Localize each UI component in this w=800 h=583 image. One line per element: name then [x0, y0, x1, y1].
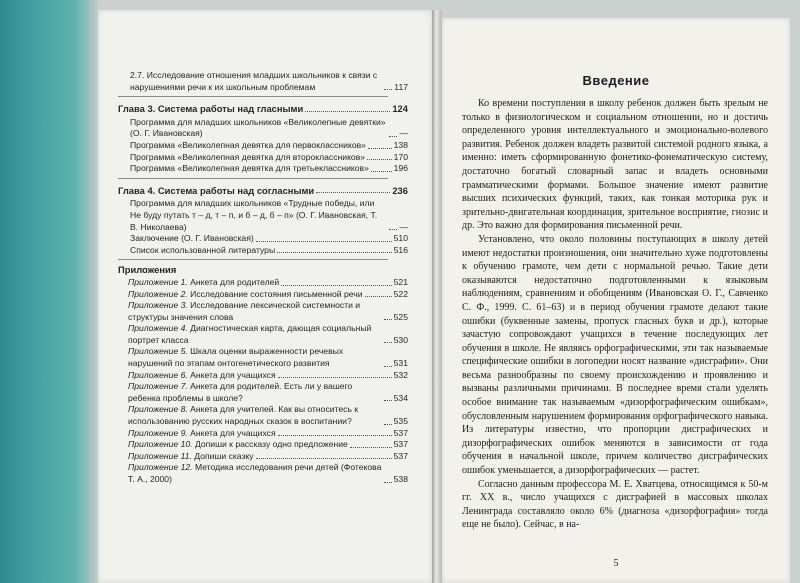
leader-dots	[389, 229, 397, 230]
divider	[118, 259, 388, 260]
toc-entry-title: Глава 3. Система работы над гласными	[118, 103, 304, 115]
appendix-page: 531	[393, 358, 408, 369]
appendix-page: 521	[393, 276, 408, 287]
toc-entry-title: 2.7. Исследование отношения младших школьников к связи с нарушениями речи к их школьным проблемам	[130, 70, 378, 92]
appendix-label: Приложение 4.	[128, 323, 188, 334]
appendix-entry	[118, 462, 408, 485]
toc-entry	[118, 163, 408, 175]
appendix-label: Приложение 5.	[128, 346, 188, 357]
appendix-title: Исследование состояния письменной речи	[190, 288, 363, 299]
appendix-entry	[118, 381, 408, 404]
toc-entry-page: 124	[392, 103, 408, 115]
appendix-page: 535	[393, 416, 408, 427]
appendix-title: Исследование лексической системности и структуры значения слова	[128, 300, 361, 322]
toc-chapter	[118, 103, 408, 115]
appendix-entry	[118, 428, 408, 440]
left-page	[98, 10, 432, 583]
toc-entry-title: Заключение (О. Г. Ивановская)	[130, 233, 254, 244]
leader-dots	[368, 148, 392, 149]
paragraph: Согласно данным профессора М. Е. Хватцева, относящимся к 50-м гг. XX в., число учащихся с дисграфией в массовых школах Ленинграда составляло около 6% (диагноза «дизорфография» тогда еще не было). Сейчас, в на-	[462, 478, 768, 531]
appendix-entry	[118, 277, 408, 289]
leader-dots	[384, 319, 392, 320]
leader-dots	[256, 241, 392, 242]
appendix-label: Приложение 7.	[128, 381, 188, 392]
leader-dots	[367, 159, 392, 160]
appendix-entry	[118, 439, 408, 451]
appendix-page: 534	[393, 392, 408, 403]
body-text	[462, 97, 768, 532]
appendix-page: 538	[393, 474, 408, 484]
appendix-entry	[118, 289, 408, 301]
appendix-heading: Приложения	[118, 264, 177, 276]
toc-entry-page: 236	[392, 184, 408, 196]
toc-entry-title: Программа «Великолепная девятка для третьеклассников»	[130, 163, 369, 174]
appendix-title: Анкета для учащихся	[190, 369, 276, 380]
divider	[118, 96, 388, 97]
appendix-label: Приложение 10.	[128, 439, 193, 450]
divider	[118, 178, 388, 179]
leader-dots	[278, 435, 392, 436]
leader-dots	[371, 171, 392, 172]
toc-entry-title: Программа для младших школьников «Великолепные девятки» (О. Г. Ивановская)	[130, 116, 386, 139]
leader-dots	[384, 482, 392, 483]
appendix-label: Приложение 12.	[128, 462, 193, 473]
appendix-page: 537	[393, 439, 408, 450]
toc-entry-title: Программа «Великолепная девятка для первоклассников»	[130, 139, 366, 150]
toc-entry	[118, 152, 408, 164]
right-page	[442, 18, 790, 583]
book-gutter	[432, 10, 442, 583]
leader-dots	[384, 366, 392, 367]
appendix-title: Допиши к рассказу одно предложение	[194, 439, 348, 450]
leader-dots	[365, 296, 392, 297]
paragraph: Ко времени поступления в школу ребенок должен быть зрелым не только в физиологическом и социальном отношении, но и достичь определенного уровня интеллектуального и эмоционально-волевого развития. Ребенок должен владеть развитой системой родного языка, а именно: иметь сформированную фонетико-фонематическую систему, достаточно богатый словарный запас и владеть основными грамматическими формами. Большое значение имеют развитие высших психических функций, таких, как тонкая моторика рук и зрительно-двигательная координация, зрительное восприятие, гнозис и др. Это важно для формирования письменной речи.	[462, 98, 768, 232]
toc-entry-title: Программа для младших школьников «Трудные победы, или Не буду путать т – д, т – п, и б – д, б – п» (О. Г. Ивановская, Т. В. Николаева)	[130, 198, 378, 232]
appendix-label: Приложение 8.	[128, 404, 188, 415]
appendix-label: Приложение 11.	[128, 450, 192, 461]
table-of-contents	[118, 70, 408, 486]
appendix-title: Шкала оценки выраженности речевых нарушений по этапам онтогенетического развития	[128, 346, 344, 369]
toc-entry	[118, 70, 408, 93]
toc-entry-page: 516	[393, 244, 408, 255]
toc-entry-page: —	[399, 221, 408, 232]
toc-entry-title: Глава 4. Система работы над согласными	[118, 184, 315, 196]
toc-entry	[118, 198, 408, 233]
leader-dots	[278, 377, 392, 378]
paragraph: Установлено, что около половины поступающих в школу детей имеют недостатки произношения, они значительно хуже подготовлены к обучению грамоте, чем дети с нормальной речью. Такие дети оказываются недостаточно подготовленными к языковым наблюдениям, сравнениям и обобщениям (Ивановская О. Г., Савченко С. Ф., 1999. С. 61–63) и в период обучения грамоте делают такие ошибки (буквенные замены, пропуск гласных букв и др.), которые зачастую сопровождают учащихся в течение последующих лет обучения в школе. Не являясь орфографическими, эти так называемые специфические ошибки в логопедии носят название «дисграфии». Они весьма разнообразны по своему происхождению и проявлению и вызваны различными причинами. В последнее время стали уделять особое внимание так называемым «дизорфографическим ошибкам», обусловленным нарушением формирования орфографического навыка. Из литературы известно, что пропорции дисграфических и дизорфографических ошибок меняются в зависимости от года обучения в начальной школе, причем количество дисграфических ошибок уменьшается, а дизорфографических — растет.	[462, 233, 768, 477]
leader-dots	[384, 400, 392, 401]
toc-entry-page: 117	[394, 81, 408, 92]
toc-entry	[118, 117, 408, 140]
leader-dots	[316, 192, 390, 193]
appendix-entry	[118, 323, 408, 346]
leader-dots	[277, 252, 392, 253]
appendix-list	[118, 277, 408, 486]
toc-entry	[118, 233, 408, 245]
toc-entry	[118, 140, 408, 152]
appendix-page: 522	[393, 288, 408, 299]
appendix-label: Приложение 2.	[128, 288, 188, 299]
appendix-entry	[118, 404, 408, 427]
appendix-title: Диагностическая карта, дающая социальный портрет класса	[128, 323, 372, 345]
section-title: Введение	[582, 73, 650, 88]
appendix-label: Приложение 6.	[128, 369, 188, 380]
appendix-page: 537	[393, 450, 408, 461]
appendix-label: Приложение 9.	[128, 427, 188, 438]
leader-dots	[384, 342, 392, 343]
appendix-title: Анкета для учащихся	[190, 427, 276, 438]
toc-entry-page: 138	[393, 139, 408, 150]
appendix-title: Анкета для родителей	[190, 276, 280, 287]
leader-dots	[384, 89, 392, 90]
toc-entry-page: —	[399, 128, 408, 139]
leader-dots	[389, 136, 397, 137]
appendix-label: Приложение 1.	[128, 276, 188, 287]
leader-dots	[256, 458, 392, 459]
appendix-page: 532	[393, 369, 408, 380]
appendix-entry	[118, 451, 408, 463]
appendix-entry	[118, 370, 408, 382]
appendix-title: Анкета для учителей. Как вы относитесь к использованию русских народных сказок в воспитании?	[128, 404, 359, 427]
leader-dots	[350, 447, 392, 448]
toc-entry-title: Список использованной литературы	[130, 244, 276, 255]
leader-dots	[281, 285, 391, 286]
appendix-title: Анкета для родителей. Есть ли у вашего ребенка проблемы в школе?	[128, 381, 353, 403]
appendix-title: Методика исследования речи детей (Фотекова Т. А., 2000)	[128, 462, 382, 484]
toc-entry-page: 510	[393, 233, 408, 244]
appendix-page: 525	[393, 311, 408, 322]
appendix-page: 537	[393, 427, 408, 438]
toc-entry-page: 170	[393, 151, 408, 162]
toc-entry-title: Программа «Великолепная девятка для второклассников»	[130, 151, 366, 162]
toc-chapter	[118, 185, 408, 197]
appendix-entry	[118, 300, 408, 323]
appendix-title: Допиши сказку	[194, 450, 254, 461]
toc-entry	[118, 245, 408, 257]
page-number: 5	[613, 558, 619, 569]
appendix-entry	[118, 346, 408, 369]
toc-entry-page: 196	[393, 163, 408, 174]
appendix-page: 530	[393, 334, 408, 345]
leader-dots	[305, 111, 390, 112]
leader-dots	[384, 424, 392, 425]
appendix-label: Приложение 3.	[128, 300, 188, 311]
